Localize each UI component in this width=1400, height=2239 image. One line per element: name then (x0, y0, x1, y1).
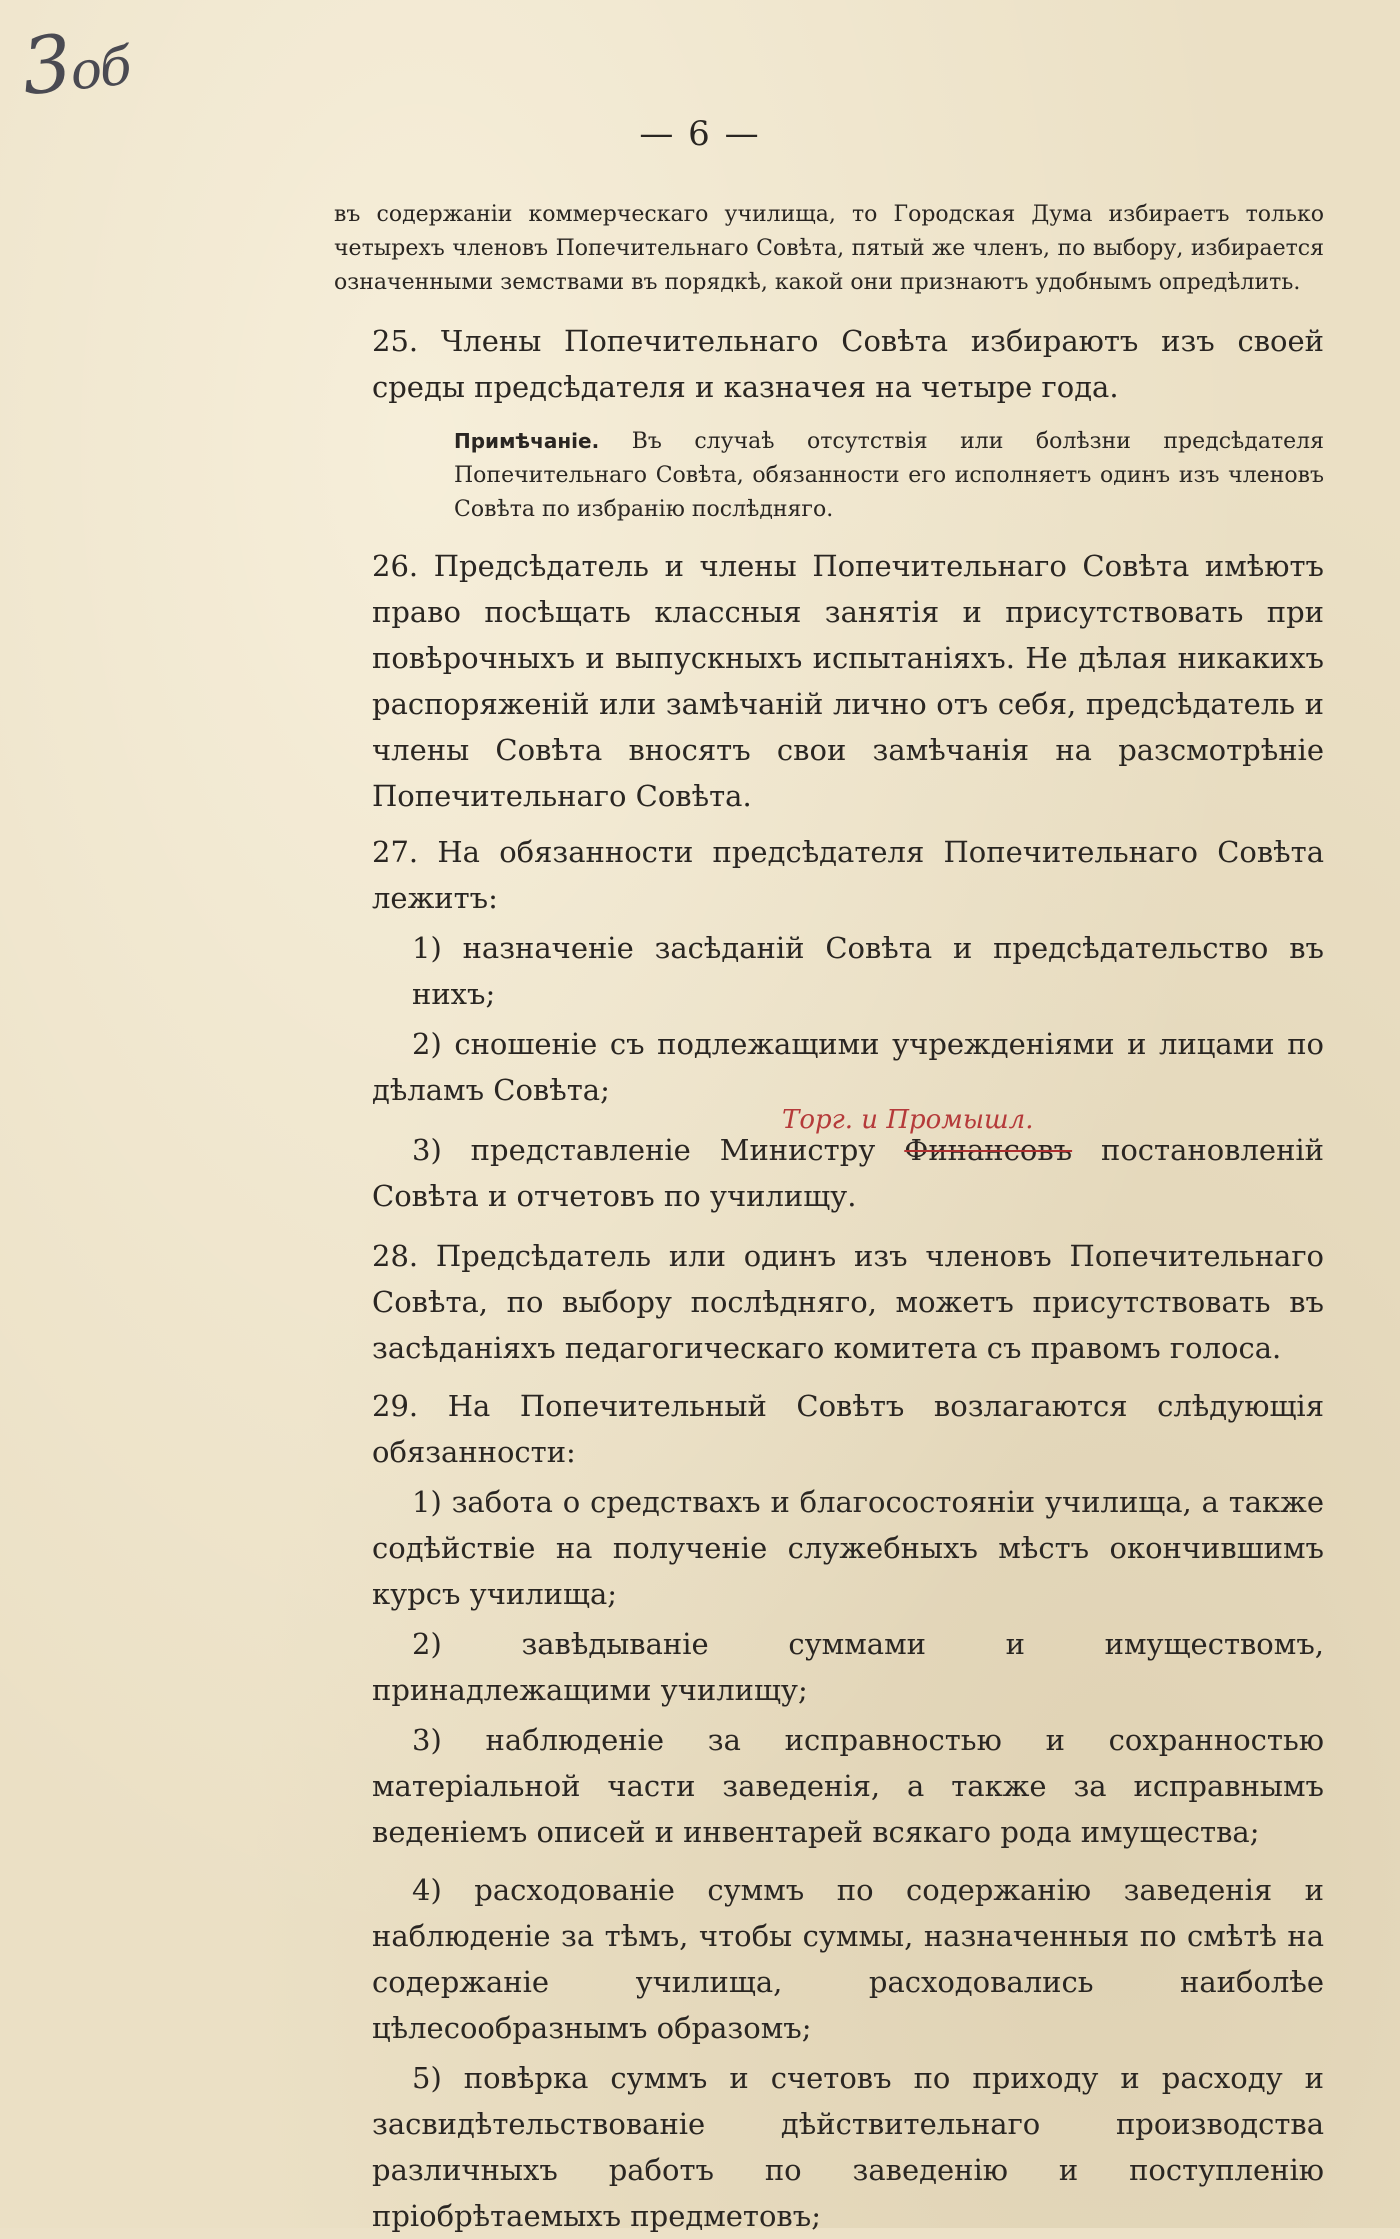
article-26-text: 26. Предсѣдатель и члены Попечительнаго Совѣта имѣютъ право посѣщать классныя занятія и присутствовать при повѣрочныхъ и выпускныхъ испытаніяхъ. Не дѣлая никакихъ распоряженій или замѣчаній лично отъ себя, предсѣдатель и члены Совѣта вносятъ свои замѣчанія на разсмотрѣніе Попечительнаго Совѣта. (372, 549, 1324, 813)
article-27-item-3 (372, 1105, 1325, 1219)
item-3-start: 3) представленіе Министру (412, 1133, 876, 1167)
intro-continuation: въ содержаніи коммерческаго училища, то Городская Дума избираетъ только четырехъ членовъ Попечительнаго Совѣта, пятый же членъ, по выбору, избирается означенными земствами въ порядкѣ, какой они признаютъ удобнымъ опредѣлить. (334, 202, 1324, 295)
article-29-text: 29. На Попечительный Совѣтъ возлагаются слѣдующія обязанности: (372, 1389, 1324, 1469)
page-number: — 6 — (639, 114, 761, 154)
archive-folio-suffix: об (67, 36, 133, 103)
article-28 (372, 1233, 1324, 1371)
article-28-text: 28. Предсѣдатель или одинъ изъ членовъ Попечительнаго Совѣта, по выбору послѣдняго, можетъ присутствовать въ засѣданіяхъ педагогическаго комитета съ правомъ голоса. (372, 1239, 1324, 1365)
article-29-item-2: 2) завѣдываніе суммами и имуществомъ, принадлежащими училищу; (372, 1627, 1324, 1707)
article-25-note (454, 424, 1324, 527)
article-25 (372, 318, 1324, 410)
note-text: Въ случаѣ отсутствія или болѣзни предсѣдателя Попечительнаго Совѣта, обязанности его исполняетъ одинъ изъ членовъ Совѣта по избранію послѣдняго. (454, 429, 1324, 522)
archive-folio-mark (18, 13, 134, 114)
handwritten-correction: Торг. и Промышл. (782, 1105, 1034, 1135)
article-29-item-5: 5) повѣрка суммъ и счетовъ по приходу и расходу и засвидѣтельствованіе дѣйствительнаго производства различныхъ работъ по заведенію и поступленію пріобрѣтаемыхъ предметовъ; (372, 2061, 1324, 2233)
article-27 (372, 829, 1324, 921)
article-29-item-4: 4) расходованіе суммъ по содержанію заведенія и наблюденіе за тѣмъ, чтобы суммы, назначенныя по смѣтѣ на содержаніе училища, расходовались наиболѣе цѣлесообразнымъ образомъ; (372, 1873, 1324, 2045)
article-25-text: 25. Члены Попечительнаго Совѣта избираютъ изъ своей среды предсѣдателя и казначея на четыре года. (372, 324, 1324, 404)
article-29-item-3: 3) наблюденіе за исправностью и сохранностью матеріальной части заведенія, а также за исправнымъ веденіемъ описей и инвентарей всякаго рода имущества; (372, 1723, 1324, 1849)
article-27-item-2: 2) сношеніе съ подлежащими учрежденіями и лицами по дѣламъ Совѣта; (372, 1027, 1324, 1107)
archive-folio-number: 3 (17, 18, 75, 114)
article-29-item-1: 1) забота о средствахъ и благосостояніи училища, а также содѣйствіе на полученіе служебныхъ мѣстъ окончившимъ курсъ училища; (372, 1485, 1324, 1611)
note-label: Примѣчаніе. (454, 429, 600, 453)
document-body (334, 198, 1325, 2239)
struck-word: Финансовъ (904, 1133, 1073, 1167)
article-26 (372, 543, 1324, 819)
item-3-end: постановленій Совѣта и отчетовъ по училищу. (372, 1133, 1325, 1213)
article-27-item-1: 1) назначеніе засѣданій Совѣта и предсѣдательство въ нихъ; (412, 931, 1324, 1011)
article-27-text: 27. На обязанности предсѣдателя Попечительнаго Совѣта лежитъ: (372, 835, 1324, 915)
article-29 (372, 1383, 1324, 1475)
